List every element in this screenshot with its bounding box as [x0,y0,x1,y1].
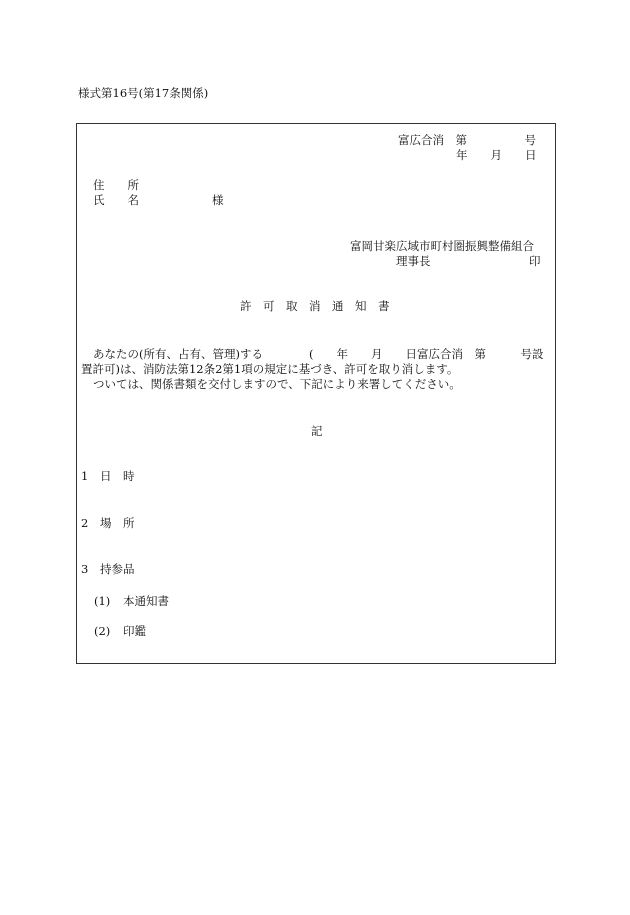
sub-item-label: 本通知書 [123,594,169,608]
seal-mark: 印 [529,254,541,268]
body-line-1: あなたの(所有、占有、管理)する ( 年 月 日富広合消 第 号設 [93,347,544,361]
item-number: 2 [81,516,89,530]
sender-title: 理事長 [396,254,431,268]
document-frame [76,123,556,664]
item-label: 日 時 [100,469,135,483]
name-label: 氏 名 [93,193,139,207]
item-label: 持参品 [100,562,135,576]
form-label: 様式第16号(第17条関係) [78,86,209,100]
item-label: 場 所 [100,516,135,530]
ki-heading: 記 [311,424,323,438]
item-number: 3 [81,562,89,576]
sub-item-label: 印鑑 [123,624,146,638]
item-number: 1 [81,469,89,483]
body-line-3: ついては、関係書類を交付しますので、下記により来署してください。 [93,377,461,391]
address-label: 住 所 [93,178,139,192]
document-date-line: 年 月 日 [456,148,537,162]
sub-item-number: (2) [94,624,111,638]
body-line-2: 置許可)は、消防法第12条2第1項の規定に基づき、許可を取り消します。 [81,362,459,376]
sender-organization: 富岡甘楽広域市町村圏振興整備組合 [350,239,534,253]
sub-item-number: (1) [94,594,111,608]
document-number-line: 富広合消 第 号 [398,133,536,147]
honorific: 様 [212,193,224,207]
document-title: 許 可 取 消 通 知 書 [240,299,390,313]
